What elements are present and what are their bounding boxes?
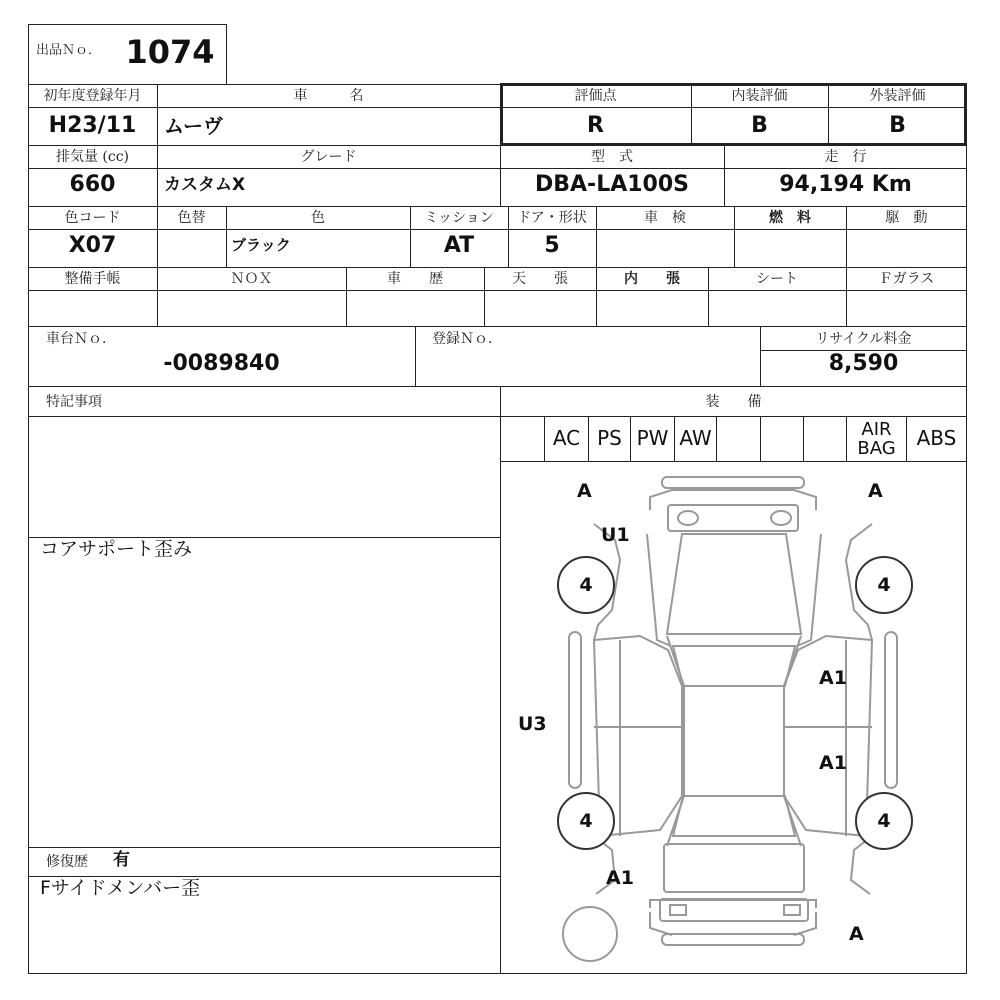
exterior-grade-label: 外装評価: [869, 88, 926, 104]
displacement-label: 排気量 (cc): [55, 149, 130, 165]
recycle-fee: 8,590: [828, 351, 899, 376]
mark-rear-right: A: [849, 923, 864, 945]
color-label: 色: [311, 210, 325, 226]
maintenance-book-label: 整備手帳: [64, 271, 121, 287]
mark-right-front-door: A1: [819, 667, 847, 689]
color-code: X07: [68, 233, 117, 258]
equipment-item: PS: [588, 417, 630, 461]
notes-label: 特記事項: [46, 394, 102, 410]
drive-label: 駆 動: [885, 210, 928, 226]
mileage: 94,194 Km: [779, 172, 912, 197]
first-registration-label: 初年度登録年月: [43, 88, 142, 104]
displacement: 660: [69, 172, 116, 197]
mark-left-side: U3: [518, 713, 547, 735]
repair-history-label: 修復歴: [46, 854, 88, 870]
score-label: 評価点: [574, 88, 617, 104]
mission-label: ミッション: [424, 210, 494, 226]
registration-number-label: 登録Ｎｏ．: [432, 331, 502, 347]
equipment-label: 装 備: [705, 394, 762, 410]
mission: AT: [443, 233, 475, 258]
note-text-1: コアサポート歪み: [40, 538, 193, 560]
color: ブラック: [231, 236, 291, 254]
doors-label: ドア・形状: [517, 210, 587, 226]
mileage-label: 走 行: [824, 149, 867, 165]
inspection-label: 車 検: [644, 210, 686, 226]
lot-number: 1074: [125, 33, 215, 71]
tire-front-left: 4: [557, 556, 615, 614]
color-code-label: 色コード: [64, 210, 121, 226]
mark-rear-left: A1: [606, 867, 634, 889]
chassis-number-label: 車台Ｎｏ．: [46, 331, 116, 347]
seat-label: シート: [756, 271, 798, 287]
inner-trim-label: 内 張: [624, 271, 680, 287]
repair-history-value: 有: [113, 850, 130, 870]
interior-grade-label: 内装評価: [731, 88, 788, 104]
ceiling-label: 天 張: [512, 271, 568, 287]
vehicle-diagram: [500, 461, 966, 973]
car-name: ムーヴ: [164, 114, 223, 138]
tire-front-right: 4: [855, 556, 913, 614]
lot-number-label: 出品Ｎｏ．: [36, 43, 102, 58]
equipment-item: [500, 417, 544, 461]
model-code: DBA-LA100S: [535, 172, 689, 197]
first-registration: H23/11: [48, 113, 137, 138]
car-name-label: 車 名: [293, 88, 364, 104]
front-glass-label: Ｆガラス: [878, 271, 935, 287]
equipment-item: AC: [544, 417, 588, 461]
repaint-label: 色替: [177, 210, 206, 226]
mark-hood: U1: [601, 524, 630, 546]
equipment-item: ABS: [906, 417, 966, 461]
history-label: 車 歴: [387, 271, 443, 287]
tire-rear-left: 4: [557, 792, 615, 850]
equipment-item: AW: [674, 417, 716, 461]
grade-label: グレード: [300, 149, 357, 165]
exterior-grade: B: [889, 113, 906, 138]
equipment-item: [716, 417, 760, 461]
mark-right-rear-door: A1: [819, 752, 847, 774]
fuel-label: 燃 料: [769, 210, 811, 226]
mark-front-left: A: [577, 480, 592, 502]
note-text-2: Fサイドメンバー歪: [40, 877, 201, 899]
equipment-item: AIR BAG: [846, 417, 906, 461]
equipment-item: PW: [630, 417, 674, 461]
score: R: [587, 113, 604, 138]
equipment-item: [760, 417, 803, 461]
interior-grade: B: [751, 113, 768, 138]
mark-front-right: A: [868, 480, 883, 502]
nox-label: ＮＯＸ: [230, 271, 273, 287]
recycle-fee-label: リサイクル料金: [815, 331, 912, 347]
equipment-item: [803, 417, 846, 461]
chassis-number: -0089840: [163, 351, 280, 376]
grade: カスタムX: [164, 175, 246, 195]
model-code-label: 型 式: [591, 149, 633, 165]
doors: 5: [544, 233, 560, 258]
tire-rear-right: 4: [855, 792, 913, 850]
